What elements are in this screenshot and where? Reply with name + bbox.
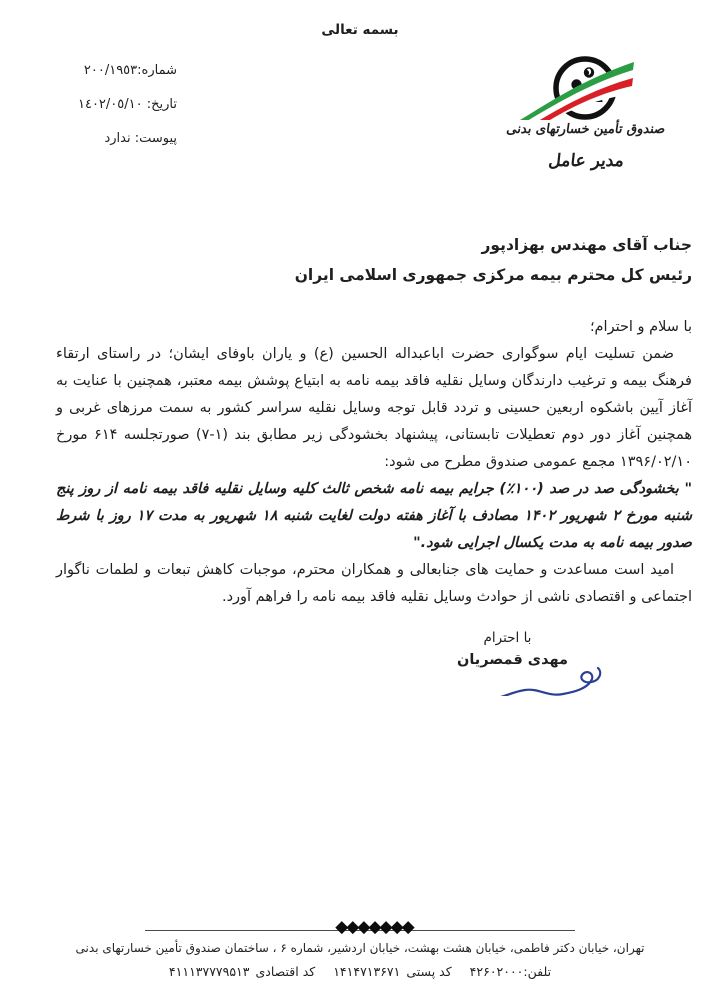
economic-value: ۴۱۱۱۳۷۷۷۹۵۱۳ (168, 964, 250, 979)
meta-date-row (45, 88, 177, 122)
salutation-text: با سلام و احترام؛ (589, 319, 692, 335)
recipient-block (58, 230, 692, 290)
recipient-title: رئیس کل محترم بیمه مرکزی جمهوری اسلامی ایران (294, 266, 692, 284)
footer-address: تهران، خیابان دکتر فاطمی، خیابان هشت بهشت، خیابان اردشیر، شماره ۶ ، ساختمان صندوق تأمین خسارتهای بدنی (75, 941, 645, 955)
body-paragraph-1: ضمن تسلیت ایام سوگواری حضرت اباعبداله الحسین (ع) و یاران باوفای ایشان؛ در راستای ارتقاء فرهنگ بیمه و ترغیب دارندگان وسایل نقلیه فاقد بیمه نامه به ابتیاع پوشش بیمه معتبر، همچنین با عنایت به آغاز آیین باشکوه اربعین حسینی و تردد قابل توجه وسایل نقلیه سراسر کشور به سمت مرزهای غربی و همچنین آغاز دور دوم تعطیلات تابستانی، پیشنهاد بخشودگی زیر مطابق بند (۱-۷) صورتجلسه ۶۱۴ مورخ ۱۳۹۶/۰۲/۱۰ مجمع عمومی صندوق مطرح می شود: (56, 346, 693, 470)
meta-date-value: ١٤٠٢/٠٥/١٠ (77, 97, 143, 112)
meta-attachment-label: پیوست: (134, 131, 177, 146)
meta-number-row (45, 54, 177, 88)
meta-attachment-row (45, 122, 177, 156)
signatory-name: مهدی قمصریان (456, 652, 569, 668)
postal-value: ۱۴۱۴۷۱۳۶۷۱ (333, 964, 401, 979)
quoted-directive: " بخشودگی صد در صد (۱۰۰٪) جرایم بیمه نامه شخص ثالث کلیه وسایل نقلیه فاقد بیمه نامه از روز پنج شنبه مورخ ۲ شهریور ۱۴۰۲ مصادف با آغاز هفته دولت لغایت شنبه ۱۸ شهریور به مدت ۱۷ روز با شرط صدور بیمه نامه به مدت یکسال اجرایی شود." (56, 481, 693, 551)
meta-date-label: تاریخ: (146, 97, 177, 112)
postal-label: کد پستی (406, 964, 452, 979)
recipient-name: جناب آقای مهندس بهزادپور (481, 236, 692, 254)
fund-logo (510, 50, 660, 120)
letterhead-block (505, 50, 665, 171)
divider-diamonds: ◆◆◆◆◆◆◆ (335, 917, 413, 937)
economic-label: کد اقتصادی (255, 964, 316, 979)
org-name-calligraphy: صندوق تأمین خسارتهای بدنی (504, 122, 666, 137)
meta-number-value: ٢٠٠/١٩٥٣ (83, 63, 138, 78)
signature-scribble-icon (428, 662, 613, 696)
meta-block (45, 54, 177, 156)
phone-value: ۴۲۶۰۲۰۰۰ (469, 964, 524, 979)
bismillah-text: بسمه تعالی (321, 22, 399, 38)
letter-body (56, 314, 692, 611)
meta-number-label: شماره: (137, 63, 177, 78)
director-title: مدیر عامل (545, 151, 625, 171)
flag-ribbon-icon (520, 62, 634, 120)
footer-contact (0, 964, 720, 979)
closing-respect: با احترام (483, 630, 532, 646)
phone-label: تلفن: (523, 964, 552, 979)
body-paragraph-2: امید است مساعدت و حمایت های جنابعالی و همکاران محترم، موجبات کاهش تبعات و لطمات ناگوار اجتماعی و اقتصادی ناشی از حوادث وسایل نقلیه فاقد بیمه نامه را فراهم آورد. (56, 562, 692, 605)
meta-attachment-value: ندارد (104, 131, 131, 146)
